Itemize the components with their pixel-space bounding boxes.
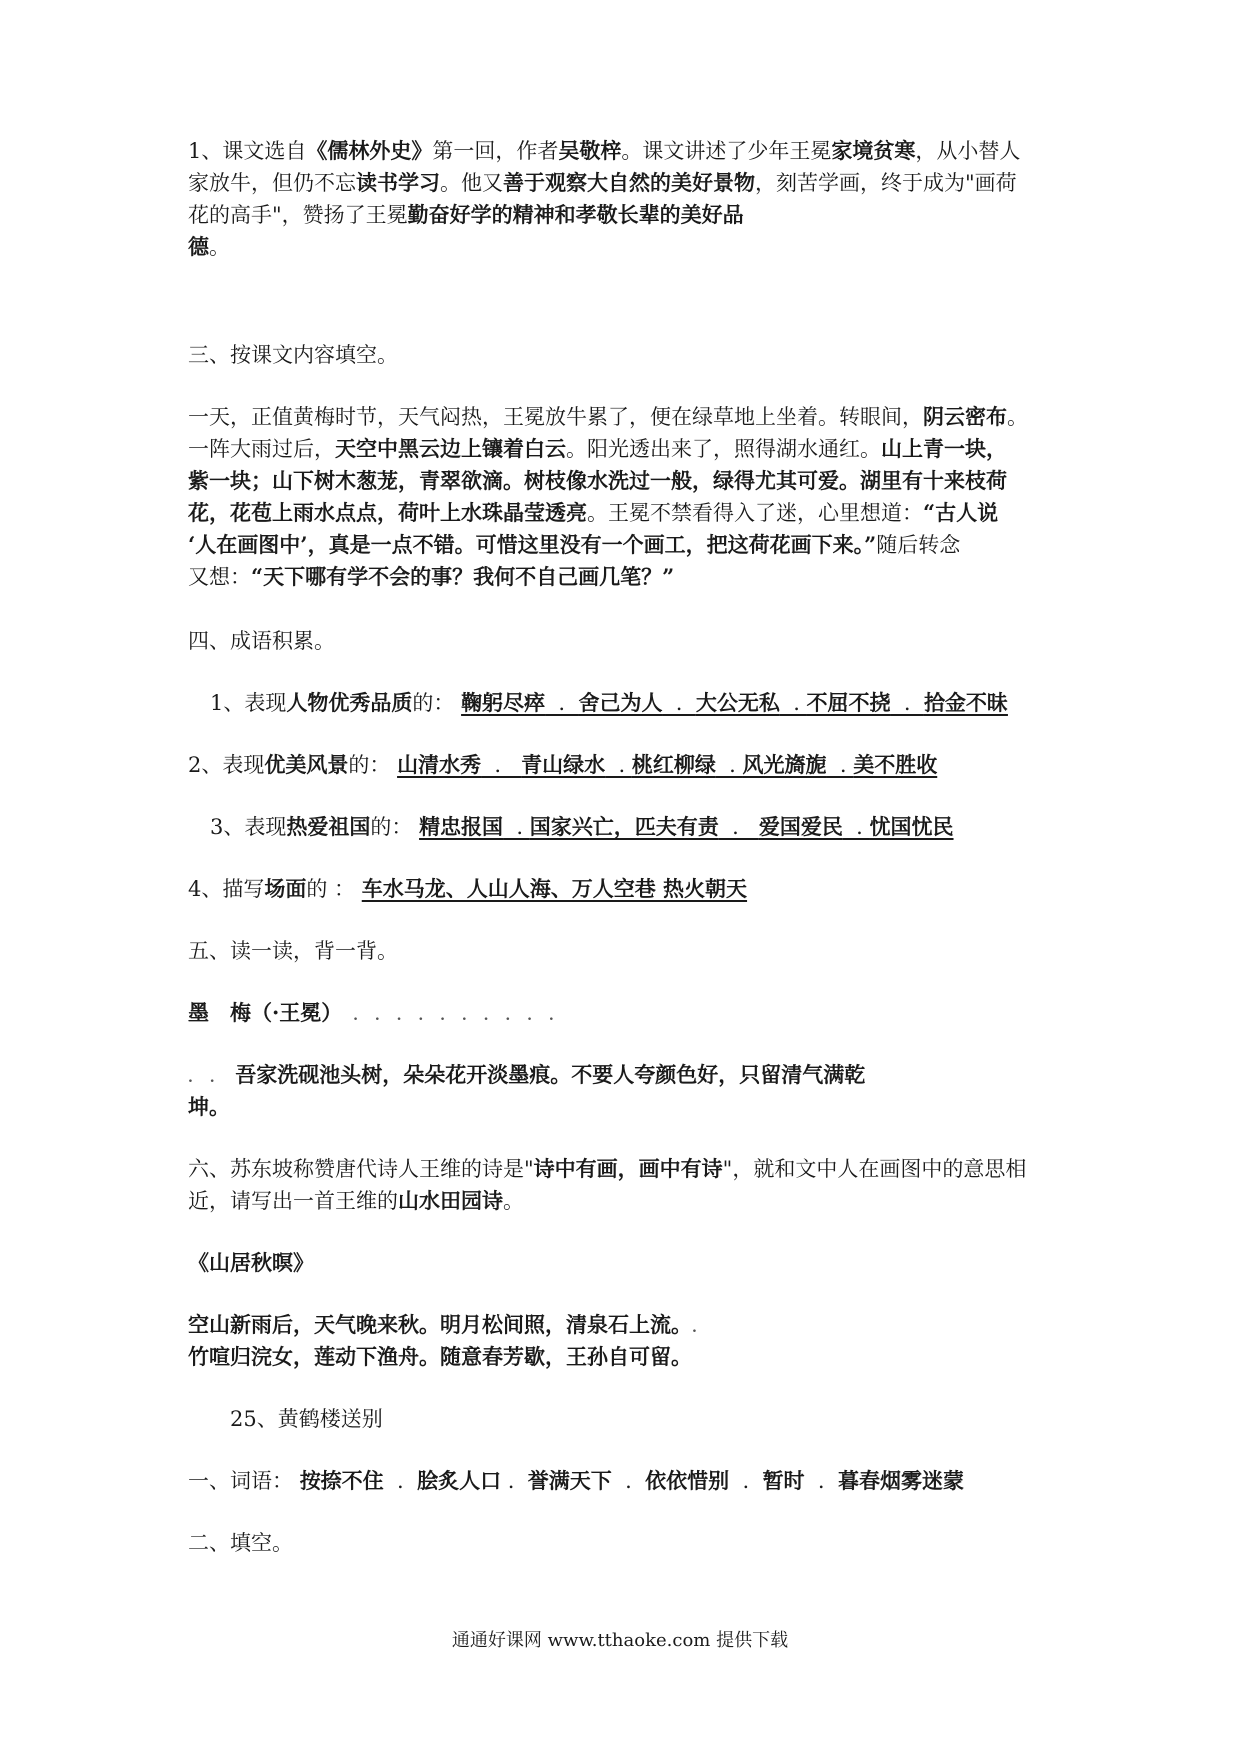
section3-line2: 一阵大雨过后，天空中黑云边上镶着白云。阳光透出来了，照得湖水通红。山上青一块， [188,436,1007,461]
poem-shanju-line1: 空山新雨后，天气晚来秋。明月松间照，清泉石上流。. [188,1312,703,1337]
idiom-item-1: 1、表现人物优秀品质的： 鞠躬尽瘁 . 舍己为人 . 大公无私 . 不屈不挠 . 拾金不昧 [210,690,1008,715]
lesson25-title: 25、黄鹤楼送别 [230,1407,383,1431]
page-footer: 通通好课网 www.tthaoke.com 提供下载 [451,1630,789,1651]
section5-heading: 五、读一读，背一背。 [188,939,398,963]
poem-momei-line2: 坤。 [188,1094,230,1119]
section3-line6: 又想：“天下哪有学不会的事？我何不自己画几笔？” [188,564,675,589]
lesson25-words: 一、词语： 按捺不住 . 脍炙人口 . 誉满天下 . 依依惜别 . 暂时 . 暮春烟雾迷蒙 [188,1468,964,1493]
section3-heading: 三、按课文内容填空。 [188,343,398,367]
poem-title-momei: 墨 梅（·王冕） . . . . . . . . . . [188,1000,560,1025]
poem-shanju-line2: 竹喧归浣女，莲动下渔舟。随意春芳歇，王孙自可留。 [188,1344,692,1369]
para1-line3: 花的高手"，赞扬了王冕勤奋好学的精神和孝敬长辈的美好品 [188,202,744,227]
section3-line4: 花，花苞上雨水点点，荷叶上水珠晶莹透亮。王冕不禁看得入了迷，心里想道：“古人说 [188,500,999,525]
section4-heading: 四、成语积累。 [188,629,335,653]
poem-momei-line1: . . 吾家洗砚池头树，朵朵花开淡墨痕。不要人夸颜色好，只留清气满乾 [188,1062,866,1087]
para1-line1: 1、课文选自《儒林外史》第一回，作者吴敬梓。课文讲述了少年王冕家境贫寒，从小替人 [188,138,1021,163]
section3-line5: ‘人在画图中’，真是一点不错。可惜这里没有一个画工，把这荷花画下来。”随后转念 [188,532,961,557]
para1-line2: 家放牛，但仍不忘读书学习。他又善于观察大自然的美好景物，刻苦学画，终于成为"画荷 [188,170,1017,195]
lesson25-fill-heading: 二、填空。 [188,1531,293,1555]
para1-line4: 德。 [188,234,230,259]
section3-line1: 一天，正值黄梅时节，天气闷热，王冕放牛累了，便在绿草地上坐着。转眼间，阴云密布。 [188,404,1028,429]
section3-line3: 紫一块；山下树木葱茏，青翠欲滴。树枝像水洗过一般，绿得尤其可爱。湖里有十来枝荷 [188,468,1007,493]
idiom-item-2: 2、表现优美风景的： 山清水秀 . 青山绿水 . 桃红柳绿 . 风光旖旎 . 美不胜收 [188,752,938,777]
poem-title-shanju: 《山居秋暝》 [188,1250,314,1275]
idiom-item-4: 4、描写场面的 ： 车水马龙、人山人海、万人空巷 热火朝天 [188,876,748,901]
idiom-item-3: 3、表现热爱祖国的： 精忠报国 . 国家兴亡，匹夫有责 . 爱国爱民 . 忧国忧民 [210,814,954,839]
section6-line2: 近，请写出一首王维的山水田园诗。 [188,1188,524,1213]
section6-line1: 六、苏东坡称赞唐代诗人王维的诗是"诗中有画，画中有诗"，就和文中人在画图中的意思相 [188,1156,1027,1181]
